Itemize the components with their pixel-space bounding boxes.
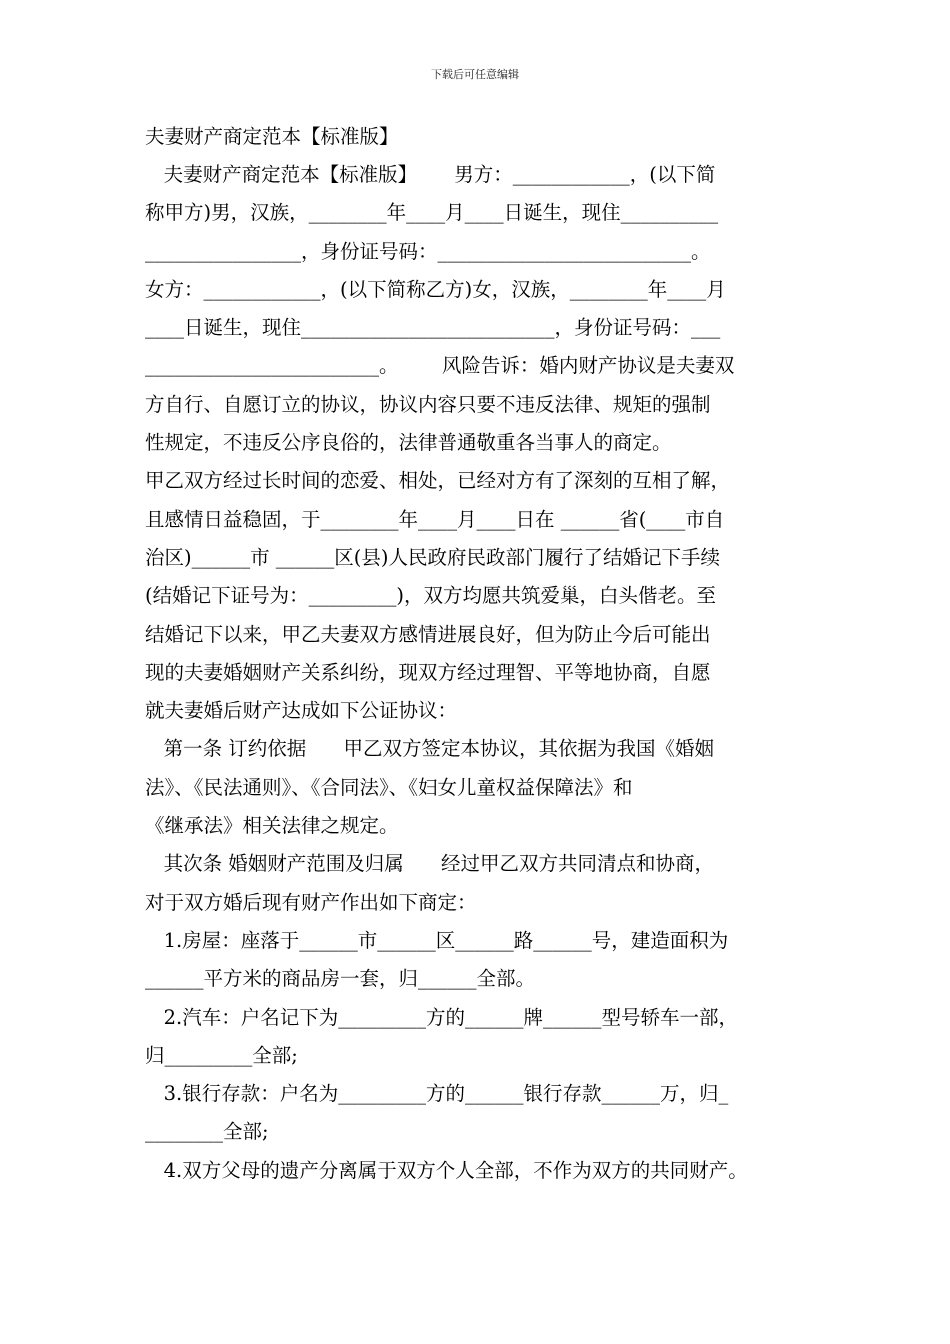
text-line: 对于双方婚后现有财产作出如下商定： xyxy=(145,890,477,914)
text-line: 夫妻财产商定范本【标准版】 男方：____________，(以下简 xyxy=(145,163,716,186)
article-1-line: 第一条 订约依据 甲乙双方签定本协议，其依据为我国《婚姻 xyxy=(145,737,714,761)
text-line: 且感情日益稳固，于________年____月____日在 ______省(____市自 xyxy=(145,507,725,531)
item-inheritance-line: 4.双方父母的遗产分离属于双方个人全部，不作为双方的共同财产。 xyxy=(145,1158,748,1182)
text-line: ________________，身份证号码：__________________________。 xyxy=(145,239,711,263)
article-2-line: 其次条 婚姻财产范围及归属 经过甲乙双方共同清点和协商， xyxy=(145,852,714,876)
document-title: 夫妻财产商定范本【标准版】 xyxy=(145,125,399,148)
text-line: 结婚记下以来，甲乙夫妻双方感情进展良好，但为防止今后可能出 xyxy=(145,622,711,646)
text-line: 方自行、自愿订立的协议，协议内容只要不违反法律、规矩的强制 xyxy=(145,392,711,416)
document-body xyxy=(145,118,810,1190)
text-line: 归_________全部; xyxy=(145,1043,298,1067)
text-line: ________全部; xyxy=(145,1120,269,1144)
item-deposit-line: 3.银行存款：户名为_________方的______银行存款______万，归_ xyxy=(145,1082,729,1106)
item-house-line: 1.房屋：座落于______市______区______路______号，建造面积为 xyxy=(145,928,729,952)
text-line: 就夫妻婚后财产达成如下公证协议： xyxy=(145,699,458,723)
text-line: 性规定，不违反公序良俗的，法律普通敬重各当事人的商定。 xyxy=(145,431,672,455)
text-line: ________________________。 风险告诉：婚内财产协议是夫妻双 xyxy=(145,354,735,378)
text-line: ____日诞生，现住__________________________，身份证号码：___ xyxy=(145,316,721,340)
text-line: 称甲方)男，汉族，________年____月____日诞生，现住__________ xyxy=(145,201,719,225)
text-line: 现的夫妻婚姻财产关系纠纷，现双方经过理智、平等地协商，自愿 xyxy=(145,660,711,684)
text-line: ______平方米的商品房一套，归______全部。 xyxy=(145,967,536,991)
text-line: 《继承法》相关法律之规定。 xyxy=(145,814,399,838)
page-header: 下载后可任意编辑 xyxy=(431,68,519,81)
item-car-line: 2.汽车：户名记下为_________方的______牌______型号轿车一部， xyxy=(145,1005,738,1029)
text-line: 女方：____________，(以下简称乙方)女，汉族，________年____月 xyxy=(145,277,726,301)
text-line: 治区)______市 ______区(县)人民政府民政部门履行了结婚记下手续 xyxy=(145,545,721,569)
text-line: 甲乙双方经过长时间的恋爱、相处，已经对方有了深刻的互相了解， xyxy=(145,469,731,493)
text-line: 法》、《民法通则》、《合同法》、《妇女儿童权益保障法》和 xyxy=(145,775,633,799)
text-line: (结婚记下证号为：_________)，双方均愿共筑爱巢，白头偕老。至 xyxy=(145,584,716,608)
